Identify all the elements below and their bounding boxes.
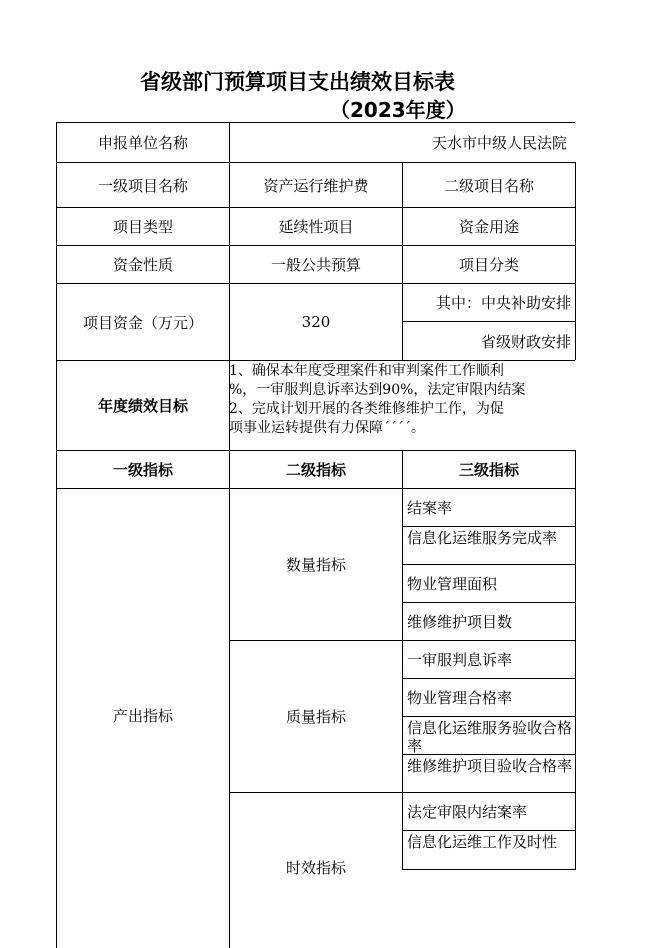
goal-line-4: 项事业运转提供有力保障´´´´。: [229, 420, 425, 436]
header-level1: 一级指标: [56, 450, 229, 488]
level3-item: 结案率: [402, 488, 575, 526]
header-level2: 二级指标: [229, 450, 402, 488]
level3-item: 信息化运维服务验收合格率: [402, 716, 575, 754]
provincial-label: 省级财政安排: [402, 321, 575, 360]
lvl2-name-label: 二级项目名称: [402, 162, 575, 207]
use-label: 资金用途: [402, 207, 575, 245]
type-value: 延续性项目: [229, 207, 402, 245]
fund-value: 320: [229, 283, 402, 360]
bottom-border: [402, 869, 575, 870]
right-border: [575, 450, 576, 870]
unit-label: 申报单位名称: [56, 122, 229, 162]
goal-text: [229, 362, 589, 438]
type-label: 项目类型: [56, 207, 229, 245]
fund-label: 项目资金（万元）: [56, 283, 229, 360]
page-subtitle: （2023年度）: [330, 98, 466, 122]
level3-item: 信息化运维服务完成率: [402, 526, 575, 564]
lvl1-name-label: 一级项目名称: [56, 162, 229, 207]
nature-value: 一般公共预算: [229, 245, 402, 283]
level3-item: 一审服判息诉率: [402, 640, 575, 678]
goal-line-2: %，一审服判息诉率达到90%，法定审限内结案: [229, 382, 526, 398]
central-label: 其中：中央补助安排: [402, 283, 575, 321]
header-level3: 三级指标: [402, 450, 575, 488]
right-border: [575, 162, 576, 288]
level3-item: 物业管理合格率: [402, 678, 575, 716]
nature-label: 资金性质: [56, 245, 229, 283]
level3-item: 法定审限内结案率: [402, 792, 575, 830]
quantity-indicator: 数量指标: [229, 488, 402, 640]
timeliness-indicator: 时效指标: [229, 792, 402, 948]
lvl1-name-value: 资产运行维护费: [229, 162, 402, 207]
level3-item: 物业管理面积: [402, 564, 575, 602]
page-title: 省级部门预算项目支出绩效目标表: [140, 70, 455, 94]
unit-value: 天水市中级人民法院: [229, 122, 575, 162]
output-indicator: 产出指标: [56, 488, 229, 948]
level3-item: 维修维护项目验收合格率: [402, 754, 575, 792]
goal-line-1: 1、确保本年度受理案件和审判案件工作顺利: [229, 363, 504, 379]
right-border: [575, 283, 576, 360]
goal-label: 年度绩效目标: [56, 360, 229, 450]
goal-line-3: 2、完成计划开展的各类维修维护工作，为促: [229, 401, 504, 417]
level3-item: 信息化运维工作及时性: [402, 830, 575, 870]
level3-item: 维修维护项目数: [402, 602, 575, 640]
quality-indicator: 质量指标: [229, 640, 402, 792]
category-label: 项目分类: [402, 245, 575, 283]
